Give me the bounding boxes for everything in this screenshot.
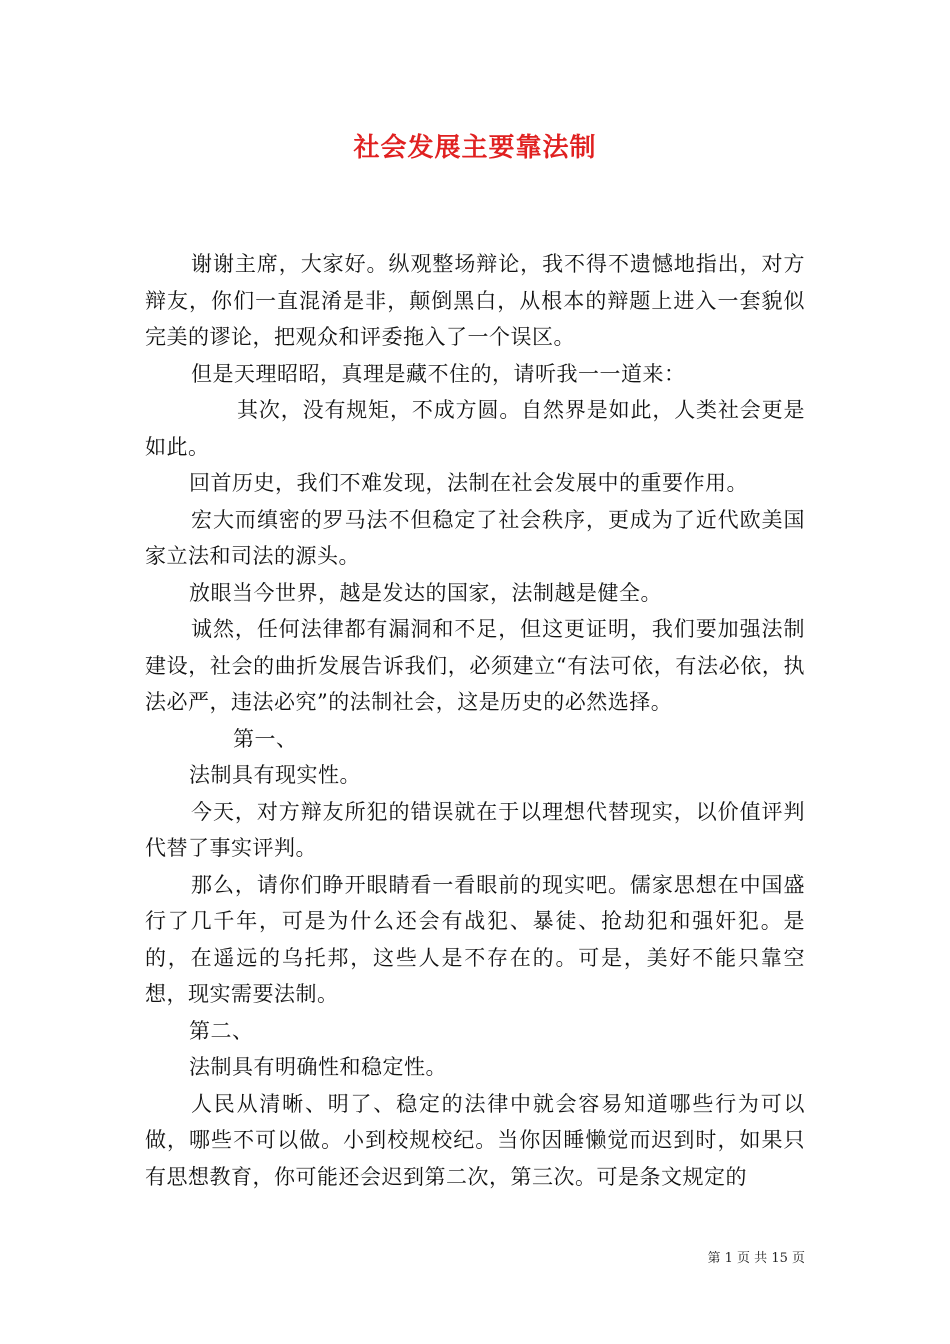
- paragraph-history: 回首历史，我们不难发现，法制在社会发展中的重要作用。: [189, 471, 748, 495]
- paragraph-today: 今天，对方辩友所犯的错误就在于以理想代替现实，以价值评判代替了事实评判。: [145, 799, 805, 860]
- heading-second: 第二、: [189, 1018, 254, 1043]
- paragraph-intro: 但是天理昭昭，真理是藏不住的，请听我一一道来：: [191, 361, 686, 386]
- paragraph-clarity: 法制具有明确性和稳定性。: [189, 1055, 447, 1079]
- heading-first: 第一、: [233, 726, 298, 751]
- paragraph-modern-world: 放眼当今世界，越是发达的国家，法制越是健全。: [189, 580, 662, 605]
- paragraph-reality: 法制具有现实性。: [189, 763, 361, 787]
- paragraph-roman-law: 宏大而缜密的罗马法不但稳定了社会秩序，更成为了近代欧美国家立法和司法的源头。: [145, 507, 805, 568]
- paragraph-opening: 谢谢主席，大家好。纵观整场辩论，我不得不遗憾地指出，对方辩友，你们一直混淆是非，颠倒黑白，从根本的辩题上进入一套貌似完美的谬论，把观众和评委拖入了一个误区。: [145, 252, 805, 349]
- paragraph-secondly: 其次，没有规矩，不成方圆。自然界是如此，人类社会更是如此。: [145, 398, 805, 459]
- page-number: 第 1 页 共 15 页: [707, 1251, 805, 1266]
- document-body: [145, 246, 805, 1195]
- paragraph-admittedly: 诚然，任何法律都有漏洞和不足，但这更证明，我们要加强法制建设，社会的曲折发展告诉我们，必须建立“有法可依，有法必依，执法必严，违法必究”的法制社会，这是历史的必然选择。: [145, 617, 805, 714]
- paragraph-open-eyes: 那么，请你们睁开眼睛看一看眼前的现实吧。儒家思想在中国盛行了几千年，可是为什么还会有战犯、暴徒、抢劫犯和强奸犯。是的，在遥远的乌托邦，这些人是不存在的。可是，美好不能只靠空想，现实需要法制。: [145, 872, 805, 1006]
- paragraph-people: 人民从清晰、明了、稳定的法律中就会容易知道哪些行为可以做，哪些不可以做。小到校规校纪。当你因睡懒觉而迟到时，如果只有思想教育，你可能还会迟到第二次，第三次。可是条文规定的: [145, 1091, 805, 1189]
- document-title: 社会发展主要靠法制: [353, 133, 597, 163]
